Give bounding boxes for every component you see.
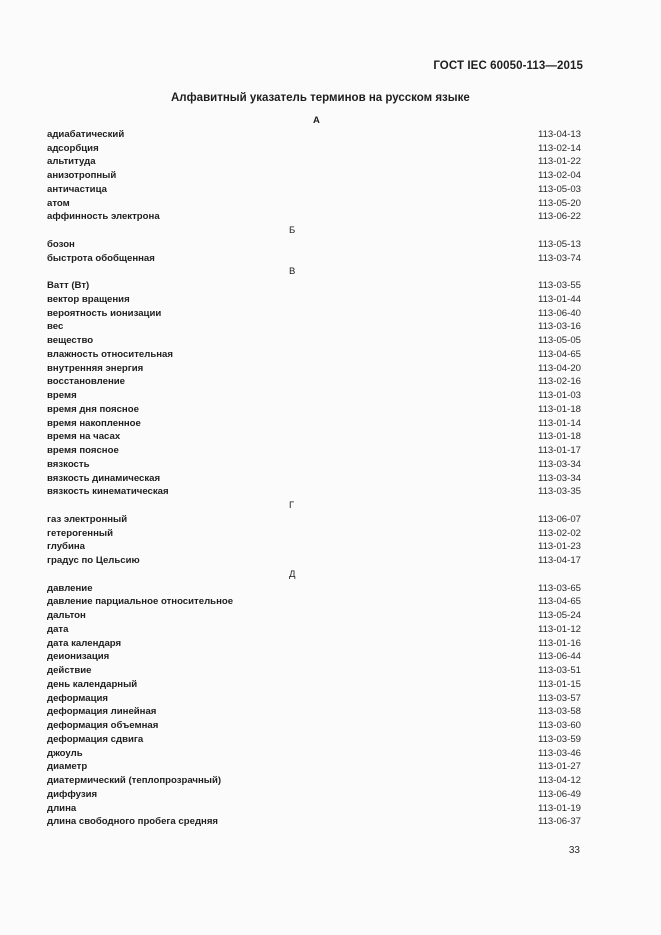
section-letter: Б xyxy=(289,225,296,236)
section-letter-heading xyxy=(47,568,581,582)
index-entry xyxy=(47,705,581,719)
index-entry xyxy=(47,623,581,637)
term-index-list xyxy=(47,114,581,829)
index-entry xyxy=(47,252,581,266)
term-label: бозон xyxy=(47,238,75,250)
term-label: длина свободного пробега средняя xyxy=(47,816,219,828)
section-letter: В xyxy=(289,266,296,278)
term-code: 113-02-02 xyxy=(537,527,581,539)
index-entry xyxy=(47,650,581,664)
index-entry xyxy=(47,554,581,568)
index-entry xyxy=(47,320,581,334)
term-code: 113-01-18 xyxy=(537,403,581,415)
term-label: вектор вращения xyxy=(47,293,130,305)
term-code: 113-03-34 xyxy=(537,458,581,470)
document-code: ГОСТ IEC 60050-113—2015 xyxy=(433,60,583,72)
term-code: 113-05-03 xyxy=(537,183,581,195)
term-label: гетерогенный xyxy=(47,527,113,539)
term-label: дальтон xyxy=(47,610,86,621)
index-entry xyxy=(47,458,581,472)
term-label: вязкость кинематическая xyxy=(47,486,169,498)
term-label: вязкость xyxy=(47,458,90,470)
term-code: 113-03-51 xyxy=(537,665,581,676)
term-code: 113-01-19 xyxy=(537,802,581,814)
term-code: 113-01-23 xyxy=(537,541,581,553)
term-code: 113-02-04 xyxy=(537,170,581,181)
term-label: альтитуда xyxy=(47,156,96,168)
term-label: глубина xyxy=(47,541,86,553)
term-code: 113-06-49 xyxy=(537,788,581,800)
term-label: деформация сдвига xyxy=(47,733,144,745)
term-code: 113-03-34 xyxy=(537,472,581,484)
term-code: 113-06-40 xyxy=(537,307,581,319)
term-code: 113-03-55 xyxy=(537,280,581,291)
term-label: деионизация xyxy=(47,651,110,663)
section-letter-heading xyxy=(47,224,581,238)
index-entry xyxy=(47,375,581,389)
index-entry xyxy=(47,595,581,609)
index-entry xyxy=(47,362,581,376)
index-entry xyxy=(47,197,581,211)
section-letter-heading xyxy=(47,114,581,128)
term-label: действие xyxy=(47,665,92,676)
index-entry xyxy=(47,430,581,444)
term-label: длина xyxy=(47,802,77,814)
section-letter-heading xyxy=(47,265,581,279)
term-code: 113-05-20 xyxy=(537,197,581,209)
index-entry xyxy=(47,802,581,816)
term-code: 113-01-27 xyxy=(537,761,581,773)
term-code: 113-02-16 xyxy=(537,376,581,388)
index-entry xyxy=(47,444,581,458)
term-code: 113-03-74 xyxy=(537,252,581,264)
index-entry xyxy=(47,417,581,431)
index-entry xyxy=(47,733,581,747)
index-entry xyxy=(47,169,581,183)
term-label: быстрота обобщенная xyxy=(47,252,155,264)
index-entry xyxy=(47,183,581,197)
term-code: 113-01-16 xyxy=(537,637,581,649)
index-entry xyxy=(47,389,581,403)
index-entry xyxy=(47,747,581,761)
term-code: 113-01-03 xyxy=(537,390,581,401)
term-label: время накопленное xyxy=(47,417,141,429)
term-label: диатермический (теплопрозрачный) xyxy=(47,775,222,786)
index-entry xyxy=(47,210,581,224)
term-code: 113-04-20 xyxy=(537,362,581,374)
term-code: 113-01-14 xyxy=(537,417,581,429)
term-code: 113-05-24 xyxy=(537,610,581,621)
index-entry xyxy=(47,128,581,142)
term-label: деформация линейная xyxy=(47,706,157,718)
term-code: 113-04-13 xyxy=(537,128,581,140)
term-code: 113-03-46 xyxy=(537,747,581,759)
index-entry xyxy=(47,540,581,554)
term-code: 113-01-15 xyxy=(537,678,581,690)
index-entry xyxy=(47,815,581,829)
term-code: 113-05-05 xyxy=(537,335,581,346)
term-label: давление парциальное относительное xyxy=(47,596,234,608)
term-code: 113-03-60 xyxy=(537,720,581,731)
index-entry xyxy=(47,513,581,527)
index-entry xyxy=(47,142,581,156)
index-entry xyxy=(47,348,581,362)
index-entry xyxy=(47,279,581,293)
term-label: вероятность ионизации xyxy=(47,307,162,319)
term-code: 113-01-17 xyxy=(537,445,581,456)
term-label: градус по Цельсию xyxy=(47,555,140,566)
term-code: 113-03-35 xyxy=(537,486,581,498)
term-code: 113-01-44 xyxy=(537,293,581,305)
term-label: время на часах xyxy=(47,431,121,443)
term-label: время дня поясное xyxy=(47,403,139,415)
index-entry xyxy=(47,403,581,417)
index-entry xyxy=(47,293,581,307)
term-label: адиабатический xyxy=(47,128,125,140)
term-code: 113-05-13 xyxy=(537,238,581,250)
page-number: 33 xyxy=(568,845,580,856)
term-label: адсорбция xyxy=(47,142,99,154)
index-entry xyxy=(47,664,581,678)
term-code: 113-06-07 xyxy=(537,513,581,525)
term-label: атом xyxy=(47,197,70,209)
term-code: 113-03-58 xyxy=(537,706,581,718)
index-entry xyxy=(47,692,581,706)
index-entry xyxy=(47,307,581,321)
term-label: давление xyxy=(47,582,93,594)
term-label: Ватт (Вт) xyxy=(47,280,90,291)
term-code: 113-03-57 xyxy=(537,692,581,704)
section-letter: А xyxy=(313,115,320,126)
term-code: 113-06-37 xyxy=(537,816,581,828)
section-letter: Д xyxy=(289,568,296,580)
term-label: дата календаря xyxy=(47,637,122,649)
index-title: Алфавитный указатель терминов на русском языке xyxy=(171,92,470,104)
term-code: 113-03-65 xyxy=(537,582,581,594)
term-label: вещество xyxy=(47,335,94,346)
term-label: день календарный xyxy=(47,678,138,690)
term-label: деформация xyxy=(47,692,108,704)
term-label: анизотропный xyxy=(47,170,117,181)
term-label: время поясное xyxy=(47,445,119,456)
term-label: влажность относительная xyxy=(47,348,173,360)
term-code: 113-03-16 xyxy=(537,321,581,333)
section-letter-heading xyxy=(47,499,581,513)
term-code: 113-02-14 xyxy=(537,142,581,154)
index-entry xyxy=(47,582,581,596)
index-entry xyxy=(47,637,581,651)
term-label: время xyxy=(47,390,77,401)
term-label: восстановление xyxy=(47,376,125,388)
section-letter: Г xyxy=(289,500,295,511)
term-label: джоуль xyxy=(47,747,83,759)
index-entry xyxy=(47,760,581,774)
index-entry xyxy=(47,334,581,348)
term-label: диаметр xyxy=(47,761,88,773)
term-code: 113-03-59 xyxy=(537,733,581,745)
index-entry xyxy=(47,678,581,692)
index-entry xyxy=(47,774,581,788)
term-label: вязкость динамическая xyxy=(47,472,161,484)
index-entry xyxy=(47,155,581,169)
term-label: диффузия xyxy=(47,788,98,800)
index-entry xyxy=(47,719,581,733)
term-label: античастица xyxy=(47,183,107,195)
index-entry xyxy=(47,527,581,541)
index-entry xyxy=(47,485,581,499)
term-label: газ электронный xyxy=(47,513,128,525)
term-label: деформация объемная xyxy=(47,720,159,731)
term-label: дата xyxy=(47,623,69,635)
index-entry xyxy=(47,238,581,252)
term-label: внутренняя энергия xyxy=(47,362,144,374)
term-label: аффинность электрона xyxy=(47,211,160,223)
term-code: 113-01-22 xyxy=(537,156,581,168)
term-code: 113-04-12 xyxy=(537,775,581,786)
index-entry xyxy=(47,788,581,802)
term-code: 113-06-22 xyxy=(537,211,581,223)
term-code: 113-01-18 xyxy=(537,431,581,443)
term-code: 113-01-12 xyxy=(537,623,581,635)
index-entry xyxy=(47,609,581,623)
term-code: 113-04-65 xyxy=(537,596,581,608)
index-entry xyxy=(47,472,581,486)
term-code: 113-06-44 xyxy=(537,651,581,663)
term-label: вес xyxy=(47,321,64,333)
term-code: 113-04-17 xyxy=(537,555,581,566)
term-code: 113-04-65 xyxy=(537,348,581,360)
